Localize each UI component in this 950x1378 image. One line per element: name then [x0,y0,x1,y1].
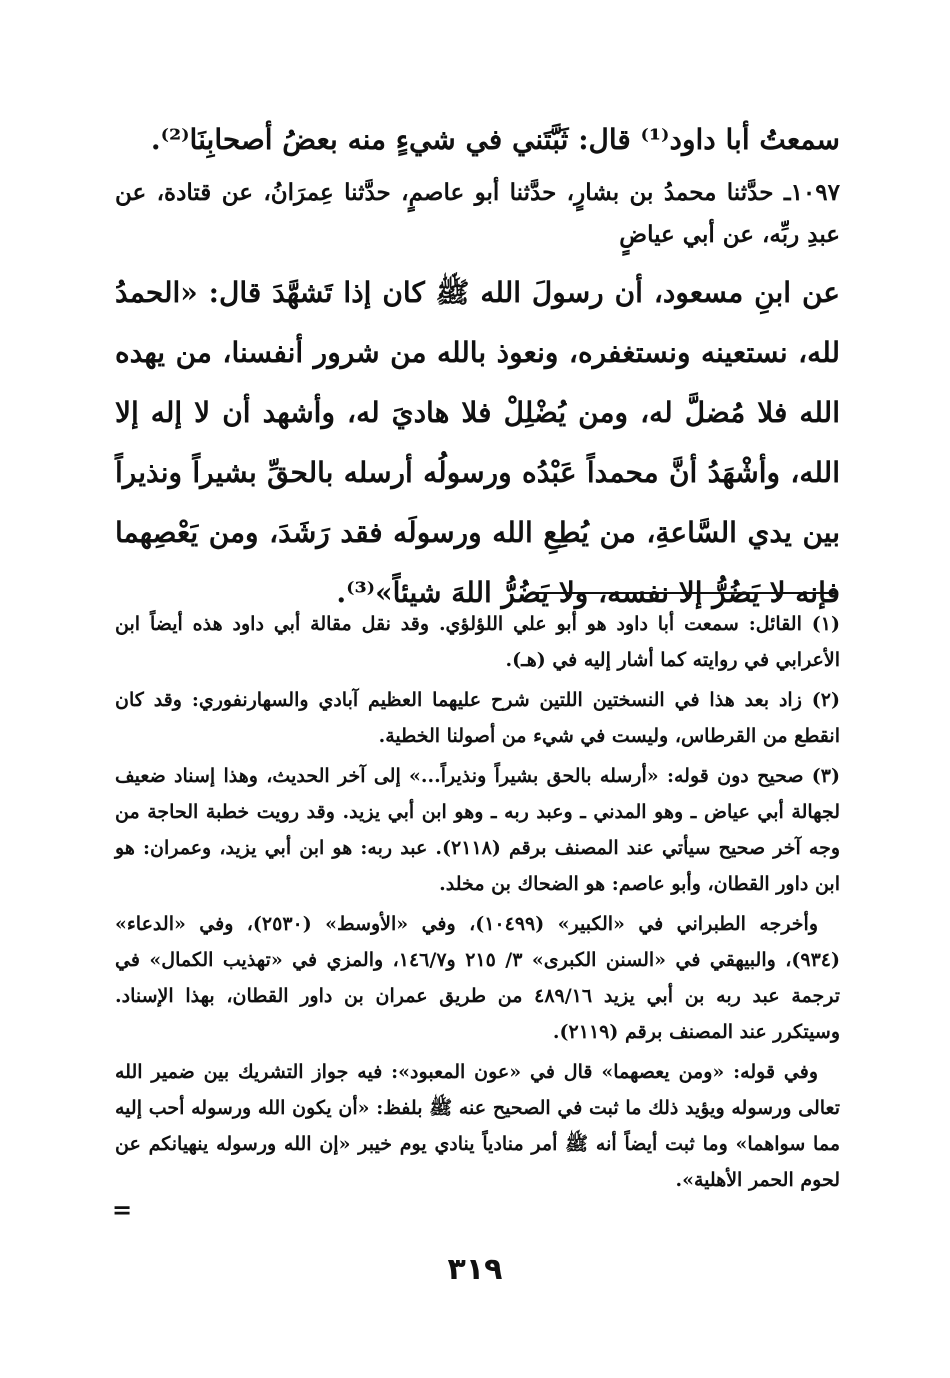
hadith-isnad: ١٠٩٧ـ حدَّثنا محمدُ بن بشارٍ، حدَّثنا أبو عاصمٍ، حدَّثنا عِمرَانُ، عن قتادة، عن عبدِ ربِّه، عن أبي عياضٍ [115,179,840,248]
footnote-3: (٣) صحيح دون قوله: «أرسله بالحق بشيراً ونذيراً...» إلى آخر الحديث، وهذا إسناد ضعيف لجهالة أبي عياض ـ وهو المدني ـ وعبد ربه ـ وهو ابن أبي يزيد. وقد رويت خطبة الحاجة من وجه آخر صحيح سيأتي عند المصنف برقم (٢١١٨). عبد ربه: هو ابن أبي يزيد، وعمران: هو ابن داور القطان، وأبو عاصم: هو الضحاك بن مخلد. [115,765,840,895]
footnote-2: (٢) زاد بعد هذا في النسختين اللتين شرح عليهما العظيم آبادي والسهارنفوري: وقد كان انقطع من القرطاس، وليست في شيء من أصولنا الخطية. [115,689,840,747]
continuation-mark: = [112,1196,133,1224]
intro-line: سمعتُ أبا داود⁽¹⁾ قال: ثَبَّتَني في شيءٍ منه بعضُ أصحابِنَا⁽²⁾. [150,123,840,156]
footnote-3-commentary: وفي قوله: «ومن يعصهما» قال في «عون المعبود»: فيه جواز التشريك بين ضمير الله تعالى ورسوله ويؤيد ذلك ما ثبت في الصحيح عنه ﷺ بلفظ: «أن يكون الله ورسوله أحب إليه مما سواهما» وما ثبت أيضاً أنه ﷺ أمر منادياً ينادي يوم خيبر «إن الله ورسوله ينهيانكم عن لحوم الحمر الأهلية». [115,1061,840,1191]
page-number: ٣١٩ [447,1252,503,1287]
footnote-1: (١) القائل: سمعت أبا داود هو أبو علي اللؤلؤي. وقد نقل مقالة أبي داود هذه أيضاً ابن الأعرابي في روايته كما أشار إليه في (هـ). [115,613,840,671]
footnotes-section [115,606,840,1202]
hadith-matn: عن ابنِ مسعود، أن رسولَ الله ﷺ كان إذا تَشهَّدَ قال: «الحمدُ لله، نستعينه ونستغفره، ونعوذ بالله من شرور أنفسنا، من يهده الله فلا مُضلَّ له، ومن يُضْلِلْ فلا هاديَ له، وأشهد أن لا إله إلا الله، وأشْهَدُ أنَّ محمداً عَبْدُه ورسولُه أرسله بالحقِّ بشيراً ونذيراً بين يدي السَّاعةِ، من يُطِعِ الله ورسولَه فقد رَشَدَ، ومن يَعْصِهما فإنه لا يَضُرُّ إلا نفسه، ولا يَضُرُّ اللهَ شيئاً»⁽³⁾. [115,276,840,609]
footnote-separator [535,592,835,594]
footnote-3-takhrij: وأخرجه الطبراني في «الكبير» (١٠٤٩٩)، وفي «الأوسط» (٢٥٣٠)، وفي «الدعاء» (٩٣٤)، والبيهقي في «السنن الكبرى» ٣/ ٢١٥ و١٤٦/٧، والمزي في «تهذيب الكمال» في ترجمة عبد ربه بن أبي يزيد ٤٨٩/١٦ من طريق عمران بن داور القطان، بهذا الإسناد. وسيتكرر عند المصنف برقم (٢١١٩). [115,913,841,1043]
